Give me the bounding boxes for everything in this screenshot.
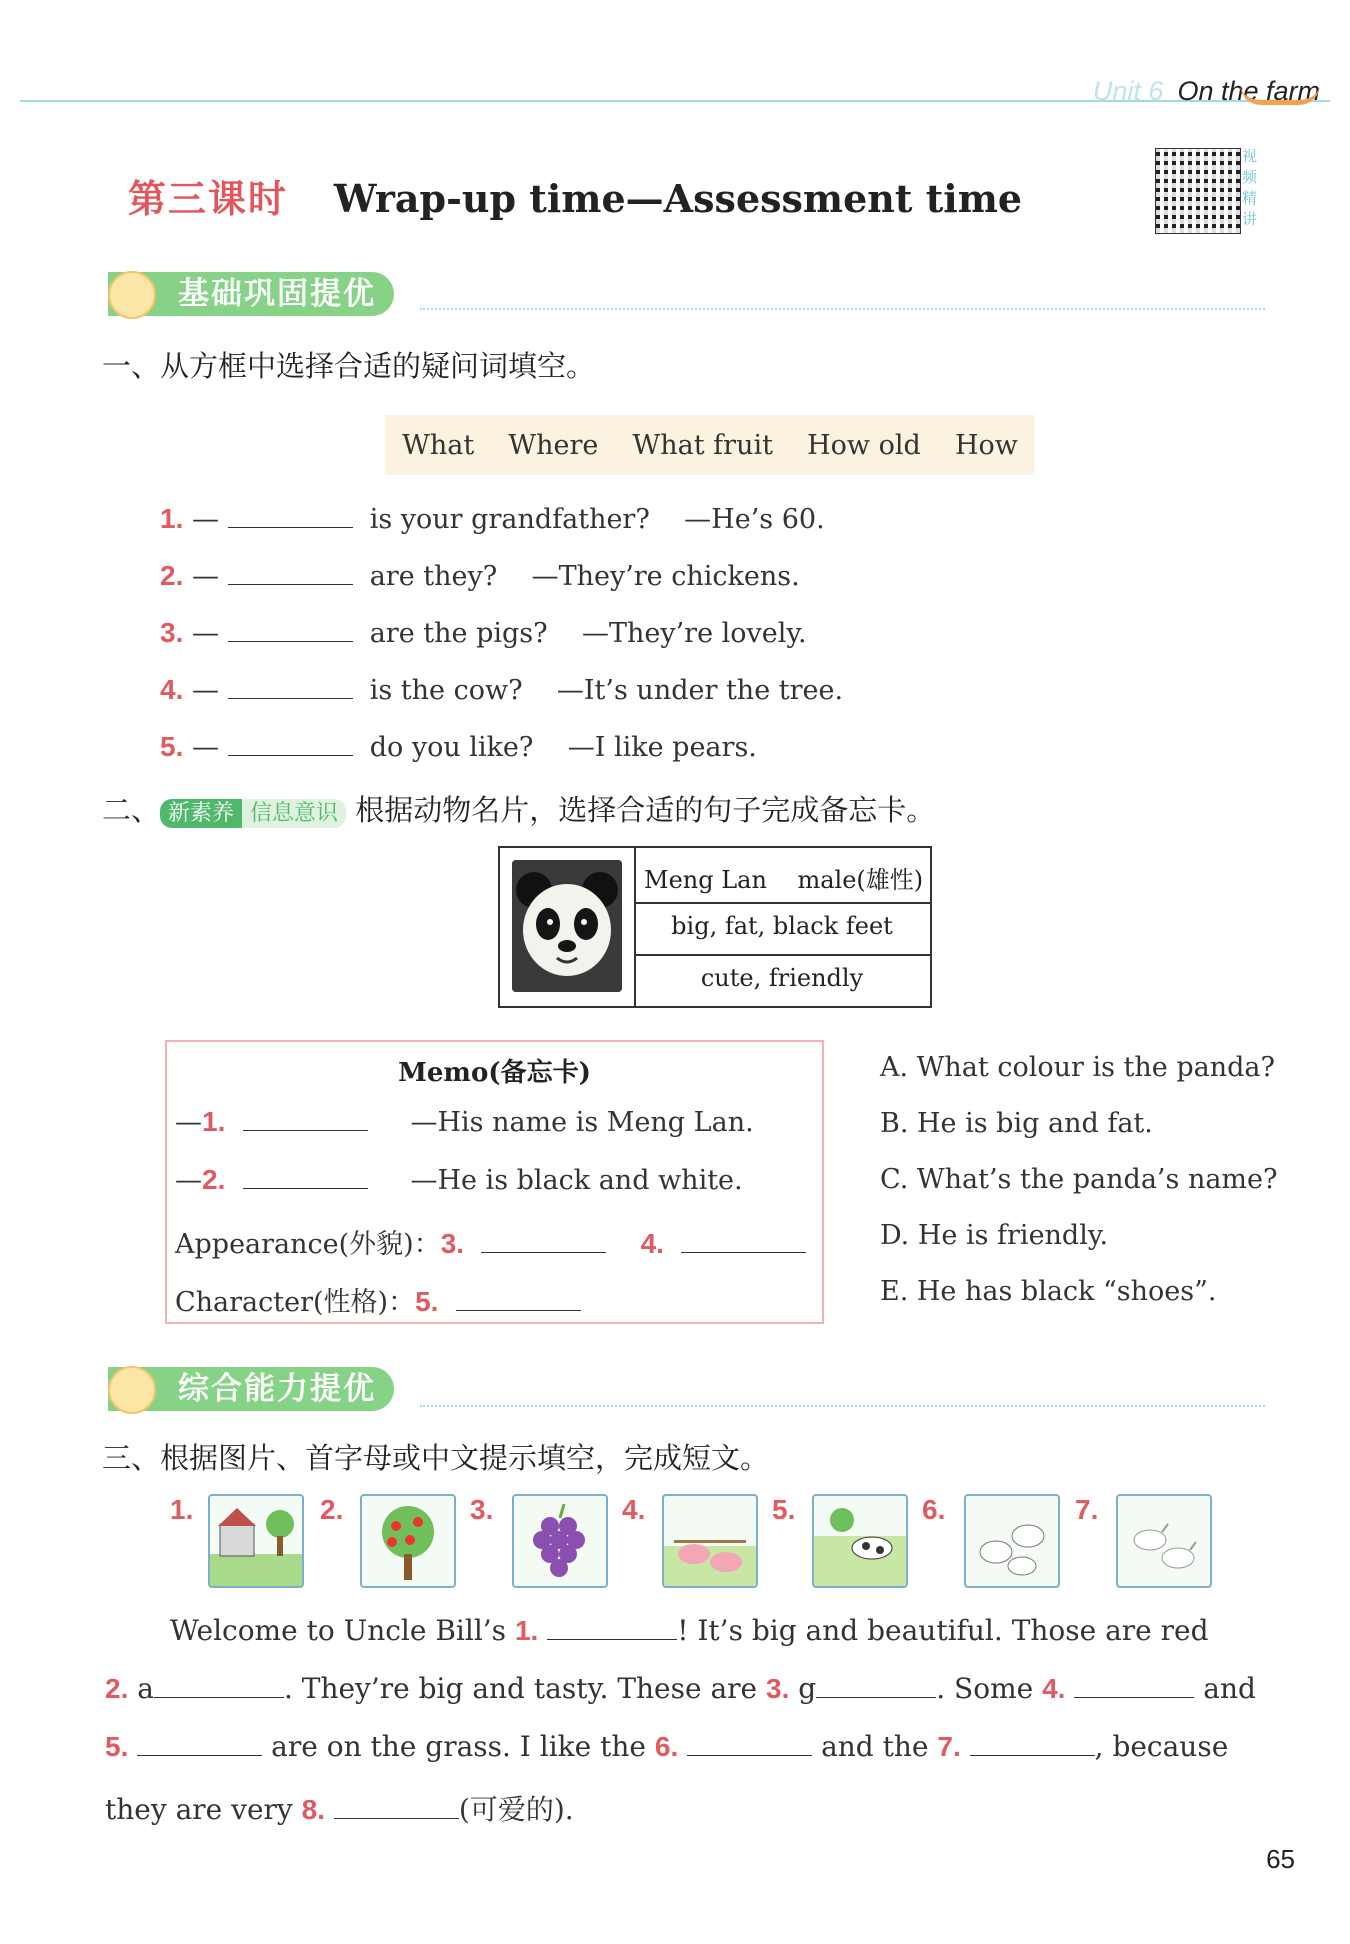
q1-item: 2. — are they? —They’re chickens.: [160, 560, 800, 592]
panda-photo: [512, 860, 622, 992]
grapes-picture: [512, 1494, 608, 1588]
answer-blank[interactable]: [243, 1108, 368, 1131]
card-character: cute, friendly: [700, 964, 864, 992]
answer-blank[interactable]: [228, 505, 353, 528]
q1-item: 4. — is the cow? —It’s under the tree.: [160, 674, 844, 706]
cows-picture: [812, 1494, 908, 1588]
answer-blank[interactable]: [228, 562, 353, 585]
option-d: D. He is friendly.: [880, 1220, 1109, 1251]
section-divider: [420, 308, 1265, 310]
para-line-2: 2. a . They’re big and tasty. These are 3. g . Some 4. and: [105, 1672, 1256, 1705]
answer-blank[interactable]: [243, 1166, 368, 1189]
apple-tree-picture: [360, 1494, 456, 1588]
answer-blank[interactable]: [816, 1675, 936, 1698]
answer-blank[interactable]: [1074, 1675, 1194, 1698]
memo-title: Memo(备忘卡): [398, 1058, 591, 1088]
header-swoosh: [1240, 84, 1320, 105]
pigs-picture: [662, 1494, 758, 1588]
word-option: Where: [508, 429, 599, 461]
answer-blank[interactable]: [228, 733, 353, 756]
card-appearance: big, fat, black feet: [671, 912, 893, 940]
sheep-picture: [964, 1494, 1060, 1588]
tag-info-awareness: 信息意识: [242, 799, 346, 828]
option-b: B. He is big and fat.: [880, 1108, 1153, 1139]
section-banner-advanced: 综合能力提优: [108, 1367, 394, 1411]
farm-picture: [208, 1494, 304, 1588]
para-line-3: 5. are on the grass. I like the 6. and the 7. , because: [105, 1730, 1229, 1763]
q3-heading: 三、根据图片、首字母或中文提示填空，完成短文。: [102, 1441, 770, 1475]
word-option: How old: [807, 429, 921, 461]
answer-blank[interactable]: [547, 1617, 677, 1640]
answer-blank[interactable]: [154, 1675, 284, 1698]
qr-code[interactable]: [1155, 148, 1241, 234]
q1-item: 3. — are the pigs? —They’re lovely.: [160, 617, 807, 649]
word-option: What: [402, 429, 475, 461]
trophy-icon: [108, 1366, 156, 1414]
card-name-row: Meng Lan male(雄性): [644, 866, 924, 894]
animal-card: [498, 846, 932, 1008]
answer-blank[interactable]: [228, 619, 353, 642]
box-icon: [108, 271, 156, 319]
answer-blank[interactable]: [228, 676, 353, 699]
page-number: 65: [1266, 1844, 1295, 1874]
word-option: What fruit: [632, 429, 773, 461]
answer-blank[interactable]: [970, 1733, 1095, 1756]
memo-line-2: —2. —He is black and white.: [175, 1164, 743, 1196]
section-divider: [420, 1405, 1265, 1407]
section-banner-basic: 基础巩固提优: [108, 272, 394, 316]
memo-line-3: Appearance(外貌)：3. 4.: [175, 1222, 806, 1261]
answer-blank[interactable]: [481, 1230, 606, 1253]
lesson-title-en: Wrap-up time—Assessment time: [333, 176, 1023, 221]
answer-blank[interactable]: [681, 1230, 806, 1253]
memo-line-4: Character(性格)：5.: [175, 1280, 581, 1319]
memo-card: [165, 1040, 824, 1324]
pic-num: 1.: [170, 1494, 194, 1525]
answer-blank[interactable]: [334, 1796, 459, 1819]
pic-num: 6.: [922, 1494, 946, 1525]
para-line-1: Welcome to Uncle Bill’s 1. ! It’s big and beautiful. Those are red: [170, 1614, 1209, 1647]
unit-topic: On the farm: [1177, 76, 1320, 106]
lesson-title-cn: 第三课时: [127, 176, 288, 221]
para-line-4: they are very 8. (可爱的).: [105, 1793, 574, 1826]
word-box: [385, 415, 1035, 475]
pic-num: 3.: [470, 1494, 494, 1525]
option-a: A. What colour is the panda?: [880, 1052, 1275, 1083]
pic-num: 2.: [320, 1494, 344, 1525]
option-e: E. He has black “shoes”.: [880, 1276, 1217, 1307]
q1-heading: 一、从方框中选择合适的疑问词填空。: [102, 349, 596, 383]
option-c: C. What’s the panda’s name?: [880, 1164, 1278, 1195]
answer-blank[interactable]: [687, 1733, 812, 1756]
q1-item: 1. — is your grandfather? —He’s 60.: [160, 503, 825, 535]
lesson-title: [0, 168, 1150, 223]
tag-new-literacy: 新素养: [160, 799, 242, 828]
q2-heading: 二、 新素养 信息意识 根据动物名片，选择合适的句子完成备忘卡。: [102, 793, 936, 827]
pic-num: 7.: [1075, 1494, 1099, 1525]
qr-label: 视 频 精 讲: [1242, 147, 1258, 228]
goats-picture: [1116, 1494, 1212, 1588]
word-option: How: [954, 429, 1018, 461]
answer-blank[interactable]: [456, 1288, 581, 1311]
memo-line-1: —1. —His name is Meng Lan.: [175, 1106, 754, 1138]
pic-num: 5.: [772, 1494, 796, 1525]
answer-blank[interactable]: [137, 1733, 262, 1756]
unit-label: Unit 6: [1092, 76, 1164, 106]
pic-num: 4.: [622, 1494, 646, 1525]
q1-item: 5. — do you like? —I like pears.: [160, 731, 757, 763]
